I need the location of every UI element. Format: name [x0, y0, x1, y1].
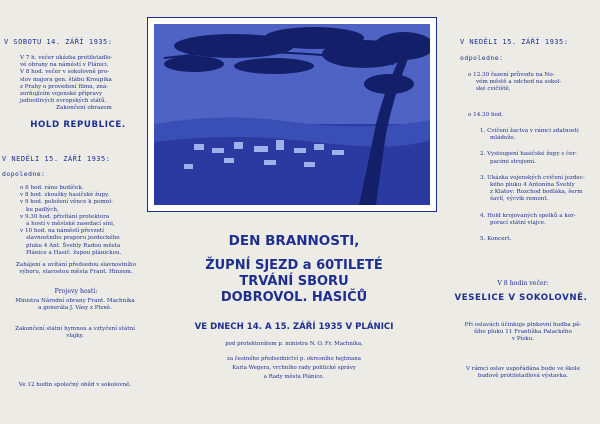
title-line: DOBROVOL. HASIČŮ: [220, 290, 368, 305]
text-line: v 9 hod. položení věnce k pomní-: [20, 199, 113, 206]
title-line: TRVÁNÍ SBORU: [239, 274, 349, 289]
text-line: V 8 hod. večer v sokolovně pro-: [20, 69, 110, 76]
text-line: ské cvičiště,: [476, 86, 511, 93]
text-line: a Rady města Plánice.: [263, 374, 325, 380]
text-line: vlajky.: [66, 333, 84, 340]
text-line: z Prahy o provedení filmu, zná-: [20, 83, 109, 90]
dance-title: VESELICE V SOKOLOVNĚ.: [454, 293, 588, 303]
text-line: pluku 4 Ant. Švehly Radou města: [26, 242, 121, 249]
text-line: šího pluku 11 Františka Palackého: [474, 329, 572, 336]
text-line: Zakončení státní hymnou a vztyčení státní: [15, 326, 135, 332]
text-line: vém městě a odchod na sokol-: [476, 79, 562, 86]
text-line: Zakončení obrazem: [56, 105, 112, 112]
program-list: [480, 128, 598, 243]
list-number: 3.: [480, 174, 486, 181]
afternoon-time: o 14.30 hod.: [468, 112, 504, 118]
list-item: [480, 151, 598, 165]
list-item: [480, 213, 598, 227]
guests-text: [2, 298, 148, 312]
procession-text: [468, 72, 598, 94]
text-line: za čestného předsednictví p. okresního hejtmana: [226, 356, 361, 362]
text-line: a generála J. Vásy z Plzně.: [38, 305, 112, 312]
text-line: Zahájení a uvítání předsedou slavnostního: [15, 262, 137, 268]
text-line: o 12.30 řazení průvodu na No-: [468, 72, 555, 78]
text-line: v 9.30 hod. přivítání protektora: [20, 213, 110, 220]
evening-header: V 8 hodin večer:: [497, 280, 549, 287]
list-text: šavlí, výcvik remont.: [490, 196, 549, 203]
text-line: v 10 hod. na náměstí převzetí: [20, 228, 104, 235]
exhibit-text: [446, 366, 600, 380]
text-line: výboru, starostou města Frant. Hinzem.: [19, 269, 133, 276]
list-text: z Klatov: Rozchod bodláka, šerm: [490, 189, 583, 196]
text-line: slov majora gen. štábu Kroupika: [20, 76, 112, 83]
text-line: V rámci oslav uspořádána bude ve škole: [465, 366, 581, 372]
sunday-header-right: V NEDĚLI 15. ZÁŘÍ 1935:: [460, 38, 569, 46]
saturday-final: HOLD REPUBLICE.: [30, 120, 126, 130]
center-column: [148, 0, 440, 424]
list-text: kého pluku 4 Antonína Švehly: [490, 182, 575, 189]
lunch-text: Ve 12 hodin společný oběd v sokolovně.: [18, 382, 132, 388]
list-text: Koncert.: [487, 236, 512, 243]
list-number: 4.: [480, 212, 486, 219]
list-item: [480, 236, 598, 243]
list-text: porací státní vlajce.: [490, 219, 546, 226]
guests-header: Projevy hostí:: [54, 288, 98, 295]
saturday-header: V SOBOTU 14. ZÁŘÍ 1935:: [4, 38, 113, 46]
anthem-text: [2, 326, 148, 340]
music-text: [446, 322, 600, 344]
list-number: 2.: [480, 151, 486, 158]
text-line: V 7 h. večer ukázka protiletadlo-: [20, 55, 113, 61]
text-line: slavnostního praporu jezdeckého: [26, 235, 120, 242]
text-line: Ministra Národní obrany Frant. Machníka: [15, 298, 135, 304]
opening-text: [4, 262, 148, 276]
list-item: [480, 175, 598, 204]
list-item: [480, 128, 598, 142]
list-number: 1.: [480, 128, 486, 134]
text-line: vé obrany na náměstí v Plánici.: [20, 62, 109, 69]
list-text: Cvičení žactva v rámci zdatnosti: [487, 128, 579, 134]
chair-text: [148, 355, 440, 382]
title-sjezd: [148, 258, 440, 306]
list-text: Ukázka vojenských cvičení jezdec-: [487, 174, 585, 181]
text-line: a hostí v městské zasedací síni,: [26, 221, 115, 228]
list-text: Hold krojovaných spolků a kor-: [487, 212, 576, 219]
list-number: 5.: [480, 236, 486, 243]
afternoon-header: odpoledne:: [460, 54, 504, 62]
title-day-of-readiness: DEN BRANNOSTI,: [228, 233, 360, 249]
sunday-header-left: V NEDĚLI 15. ZÁŘÍ 1935:: [2, 155, 111, 163]
morning-header: dopoledne:: [2, 170, 46, 178]
text-line: v 8 hod. zkoušky hasičské župy.: [20, 192, 110, 199]
text-line: zorňujícím vojenské přípravy: [20, 91, 103, 98]
saturday-program: [20, 55, 148, 113]
text-line: Plánice a Hasič. župou plánickou.: [26, 249, 122, 256]
list-text: Vystoupení hasičské župy s čer-: [487, 151, 578, 158]
event-dates: VE DNECH 14. A 15. ZÁŘÍ 1935 V PLÁNICI: [194, 322, 394, 332]
text-line: o 6 hod. ráno budíček.: [20, 185, 84, 191]
text-line: jednotlivých evropských států.: [20, 98, 107, 105]
text-line: Karla Wegera, vrchního rady politické správy: [232, 365, 356, 371]
text-line: ku padlých,: [26, 206, 59, 213]
text-line: budově protiletadlová výstavka.: [477, 373, 569, 380]
text-line: Při oslavách účinkuje plnkovní hudba pě-: [464, 322, 582, 328]
text-line: v Písku.: [511, 336, 535, 343]
title-line: ŽUPNÍ SJEZD a 60TILETÉ: [205, 258, 383, 273]
list-text: pacími strojemi.: [490, 158, 536, 165]
list-text: mládeže.: [490, 135, 516, 142]
morning-program: [20, 185, 148, 257]
patron-text: pod protektorátem p. ministra N. O. Fr. Machníka,: [225, 341, 363, 347]
